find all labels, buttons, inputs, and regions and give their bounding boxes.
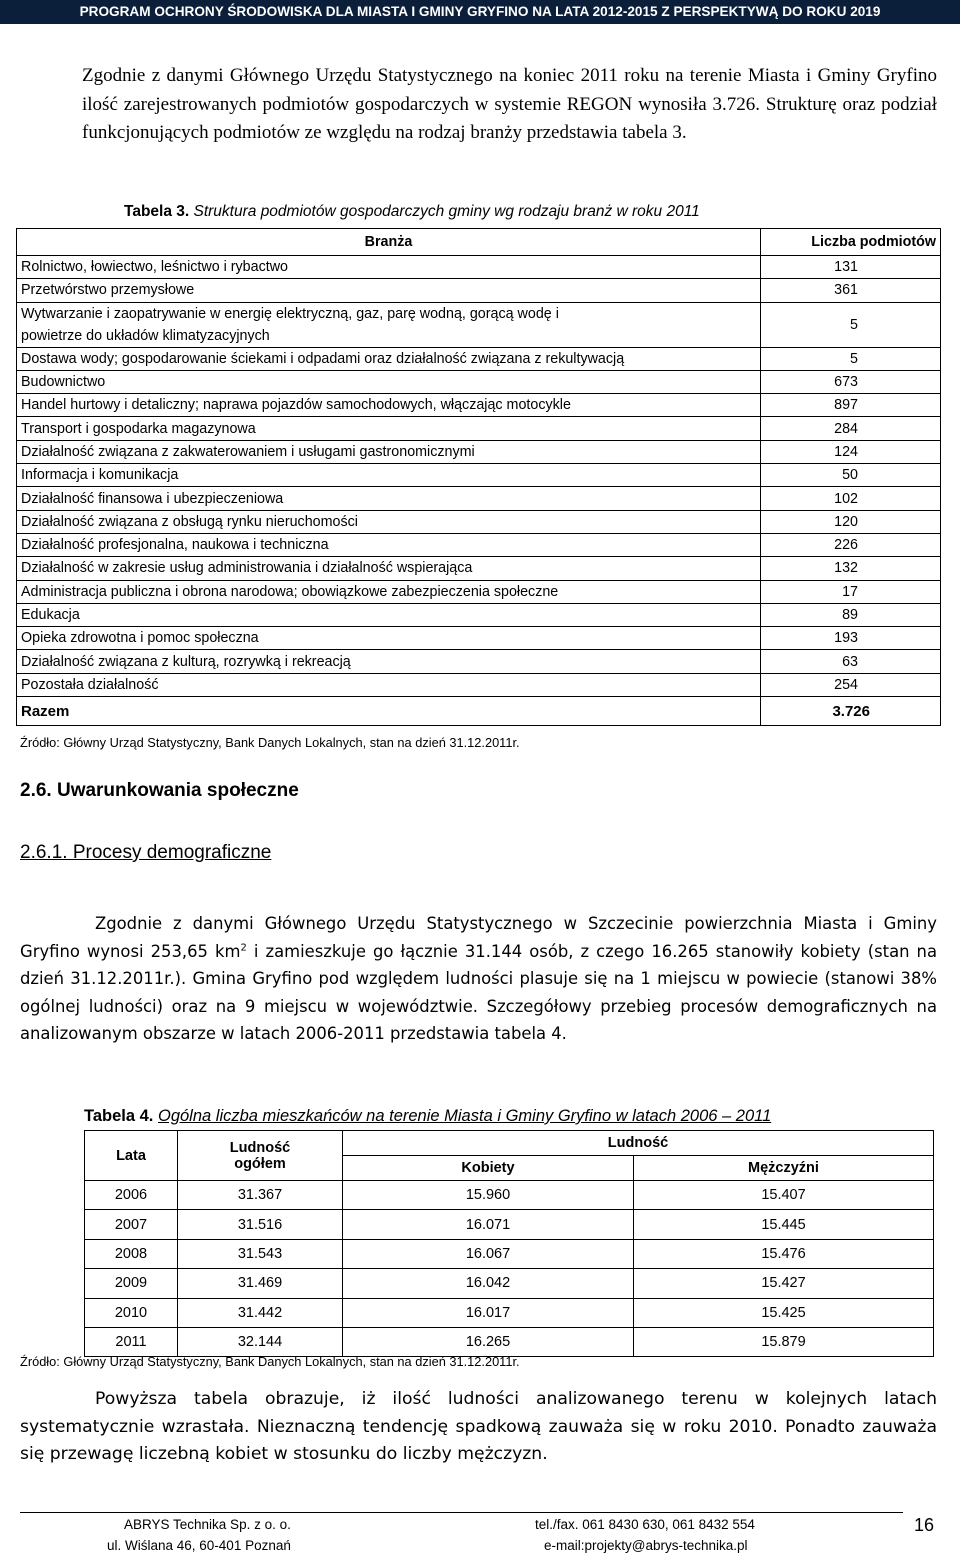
table3-count-cell: 193 — [761, 627, 941, 650]
table3-row — [17, 487, 941, 510]
table4-total-cell: 32.144 — [178, 1327, 343, 1356]
table3-count-cell: 102 — [761, 487, 941, 510]
table4-total-cell: 31.442 — [178, 1298, 343, 1327]
table3-branch-cell: Działalność w zakresie usług administrowania i działalność wspierająca — [17, 557, 761, 580]
table4-year-cell: 2009 — [85, 1269, 178, 1298]
table3-branch-cell: Transport i gospodarka magazynowa — [17, 417, 761, 440]
section-title-2-6-1: 2.6.1. Procesy demograficzne — [20, 842, 272, 863]
table3-total-row — [17, 697, 941, 726]
table3-count-cell: 124 — [761, 440, 941, 463]
table4-total-cell: 31.516 — [178, 1210, 343, 1239]
demographic-paragraph — [20, 910, 937, 1048]
footer-phone: tel./fax. 061 8430 630, 061 8432 554 — [535, 1517, 755, 1532]
table4-header-total — [178, 1131, 343, 1181]
table3-caption-label: Tabela 3. — [124, 203, 190, 220]
table4-row — [85, 1181, 934, 1210]
table3-branch-cell: Edukacja — [17, 603, 761, 626]
table4-men-cell: 15.407 — [634, 1181, 934, 1210]
table3 — [16, 228, 941, 726]
table3-row — [17, 464, 941, 487]
closing-paragraph — [20, 1386, 937, 1469]
table3-branch-cell: Informacja i komunikacja — [17, 464, 761, 487]
table3-row — [17, 650, 941, 673]
table3-branch-cell: Rolnictwo, łowiectwo, leśnictwo i rybactwo — [17, 256, 761, 279]
page-number: 16 — [914, 1515, 935, 1535]
table4-header-group: Ludność — [343, 1131, 934, 1156]
table3-row — [17, 603, 941, 626]
footer-divider — [20, 1512, 903, 1513]
table3-count-cell: 673 — [761, 370, 941, 393]
table4-men-cell: 15.476 — [634, 1239, 934, 1268]
table3-row — [17, 370, 941, 393]
table3-row — [17, 417, 941, 440]
table4-total-cell: 31.543 — [178, 1239, 343, 1268]
table4-women-cell: 16.067 — [343, 1239, 634, 1268]
table4-row — [85, 1298, 934, 1327]
table4-header-total-line2: ogółem — [234, 1155, 286, 1172]
table4-year-cell: 2008 — [85, 1239, 178, 1268]
table3-row — [17, 256, 941, 279]
table3-branch-cell: Opieka zdrowotna i pomoc społeczna — [17, 627, 761, 650]
table4-caption-text: Ogólna liczba mieszkańców na terenie Miasta i Gminy Gryfino w latach 2006 – 2011 — [158, 1107, 772, 1125]
table4-women-cell: 16.071 — [343, 1210, 634, 1239]
closing-text: Powyższa tabela obrazuje, iż ilość ludności analizowanego terenu w kolejnych latach systematycznie wzrastała. Nieznaczną tendencję spadkową zauważa się w roku 2010. Ponadto zauważa się przewagę liczebną kobiet w stosunku do liczby mężczyzn. — [20, 1389, 937, 1464]
table3-header-branch: Branża — [17, 229, 761, 256]
table3-count-cell: 89 — [761, 603, 941, 626]
table4-header-men: Mężczyźni — [634, 1156, 934, 1181]
table3-branch-cell: Pozostała działalność — [17, 673, 761, 696]
table4-women-cell: 16.017 — [343, 1298, 634, 1327]
table4-men-cell: 15.445 — [634, 1210, 934, 1239]
table3-row — [17, 673, 941, 696]
table4-men-cell: 15.879 — [634, 1327, 934, 1356]
table3-count-cell: 5 — [761, 347, 941, 370]
document-header: PROGRAM OCHRONY ŚRODOWISKA DLA MIASTA I GMINY GRYFINO NA LATA 2012-2015 Z PERSPEKTYWĄ DO ROKU 2019 — [0, 0, 960, 24]
table4-source: Źródło: Główny Urząd Statystyczny, Bank Danych Lokalnych, stan na dzień 31.12.2011r. — [20, 1354, 520, 1369]
table3-caption — [124, 203, 700, 221]
table4-body — [85, 1181, 934, 1357]
table3-source: Źródło: Główny Urząd Statystyczny, Bank Danych Lokalnych, stan na dzień 31.12.2011r. — [20, 735, 520, 750]
table3-count-cell: 5 — [761, 302, 941, 347]
table3-count-cell: 132 — [761, 557, 941, 580]
table4 — [84, 1130, 934, 1357]
table4-year-cell: 2006 — [85, 1181, 178, 1210]
intro-paragraph: Zgodnie z danymi Głównego Urzędu Statystycznego na koniec 2011 roku na terenie Miasta i Gminy Gryfino ilość zarejestrowanych podmiotów gospodarczych w systemie REGON wynosiła 3.726. Strukturę oraz podział funkcjonujących podmiotów ze względu na rodzaj branży przedstawia tabela 3. — [82, 65, 937, 143]
table4-header-women: Kobiety — [343, 1156, 634, 1181]
table4-men-cell: 15.427 — [634, 1269, 934, 1298]
table4-total-cell: 31.469 — [178, 1269, 343, 1298]
table4-women-cell: 16.042 — [343, 1269, 634, 1298]
table3-row — [17, 394, 941, 417]
table3-row — [17, 279, 941, 302]
table4-year-cell: 2007 — [85, 1210, 178, 1239]
table3-total-value: 3.726 — [761, 697, 941, 726]
table4-women-cell: 16.265 — [343, 1327, 634, 1356]
footer-email-link[interactable]: e-mail:projekty@abrys-technika.pl — [544, 1538, 748, 1553]
table3-count-cell: 131 — [761, 256, 941, 279]
table3-branch-cell: Działalność profesjonalna, naukowa i techniczna — [17, 533, 761, 556]
table3-count-cell: 120 — [761, 510, 941, 533]
table3-row — [17, 302, 941, 347]
table3-count-cell: 284 — [761, 417, 941, 440]
table3-row — [17, 580, 941, 603]
table3-body — [17, 256, 941, 697]
table3-branch-cell: Budownictwo — [17, 370, 761, 393]
table3-count-cell: 226 — [761, 533, 941, 556]
table3-row — [17, 440, 941, 463]
table3-branch-cell: Działalność związana z kulturą, rozrywką i rekreacją — [17, 650, 761, 673]
table4-row — [85, 1269, 934, 1298]
table3-header-count: Liczba podmiotów — [761, 229, 941, 256]
table3-branch-cell: Dostawa wody; gospodarowanie ściekami i odpadami oraz działalność związana z rekultywacją — [17, 347, 761, 370]
table4-caption-label: Tabela 4. — [84, 1107, 154, 1125]
table3-branch-cell: Przetwórstwo przemysłowe — [17, 279, 761, 302]
section-title-2-6: 2.6. Uwarunkowania społeczne — [20, 780, 299, 801]
table3-caption-text: Struktura podmiotów gospodarczych gminy wg rodzaju branż w roku 2011 — [193, 203, 700, 220]
km2-superscript: 2 — [240, 942, 247, 954]
table3-count-cell: 897 — [761, 394, 941, 417]
table3-row — [17, 347, 941, 370]
table3-branch-cell: Handel hurtowy i detaliczny; naprawa pojazdów samochodowych, włączając motocykle — [17, 394, 761, 417]
table4-men-cell: 15.425 — [634, 1298, 934, 1327]
table4-header-row-1 — [85, 1131, 934, 1156]
footer-email — [544, 1538, 748, 1553]
table3-count-cell: 63 — [761, 650, 941, 673]
table3-count-cell: 17 — [761, 580, 941, 603]
table4-caption — [84, 1107, 771, 1126]
table3-row — [17, 557, 941, 580]
table3-branch-cell: Działalność finansowa i ubezpieczeniowa — [17, 487, 761, 510]
table4-year-cell: 2011 — [85, 1327, 178, 1356]
footer-company: ABRYS Technika Sp. z o. o. — [124, 1517, 291, 1532]
table3-branch-cell: Działalność związana z obsługą rynku nieruchomości — [17, 510, 761, 533]
table4-year-cell: 2010 — [85, 1298, 178, 1327]
table4-row — [85, 1327, 934, 1356]
table4-header-year: Lata — [85, 1131, 178, 1181]
table3-count-cell: 361 — [761, 279, 941, 302]
table3-row — [17, 627, 941, 650]
table3-branch-cell: Wytwarzanie i zaopatrywanie w energię elektryczną, gaz, parę wodną, gorącą wodę i powietrze do układów klimatyzacyjnych — [17, 302, 761, 347]
table3-total-label: Razem — [17, 697, 761, 726]
table3-branch-cell: Administracja publiczna i obrona narodowa; obowiązkowe zabezpieczenia społeczne — [17, 580, 761, 603]
demographic-text-part1: Zgodnie z danymi Głównego Urzędu Statystycznego w Szczecinie powierzchnia Miasta i Gminy Gryfino wynosi 253,65 km — [20, 914, 937, 961]
demographic-text-part2: i zamieszkuje go łącznie 31.144 osób, z czego 16.265 stanowiły kobiety (stan na dzień 31.12.2011r.). Gmina Gryfino pod względem ludności plasuje się na 1 miejscu w powiecie (stanowi 38% ogólnej ludności) oraz na 9 miejscu w województwie. Szczegółowy przebieg procesów demograficznych na analizowanym obszarze w latach 2006-2011 przedstawia tabela 4. — [20, 941, 937, 1043]
table4-women-cell: 15.960 — [343, 1181, 634, 1210]
table4-header-total-line1: Ludność — [229, 1139, 291, 1156]
table3-header-row — [17, 229, 941, 256]
table3-branch-cell: Działalność związana z zakwaterowaniem i usługami gastronomicznymi — [17, 440, 761, 463]
footer-address: ul. Wiślana 46, 60-401 Poznań — [107, 1538, 291, 1553]
table3-count-cell: 50 — [761, 464, 941, 487]
table4-row — [85, 1210, 934, 1239]
table3-count-cell: 254 — [761, 673, 941, 696]
table3-row — [17, 533, 941, 556]
table4-row — [85, 1239, 934, 1268]
table3-row — [17, 510, 941, 533]
table4-total-cell: 31.367 — [178, 1181, 343, 1210]
